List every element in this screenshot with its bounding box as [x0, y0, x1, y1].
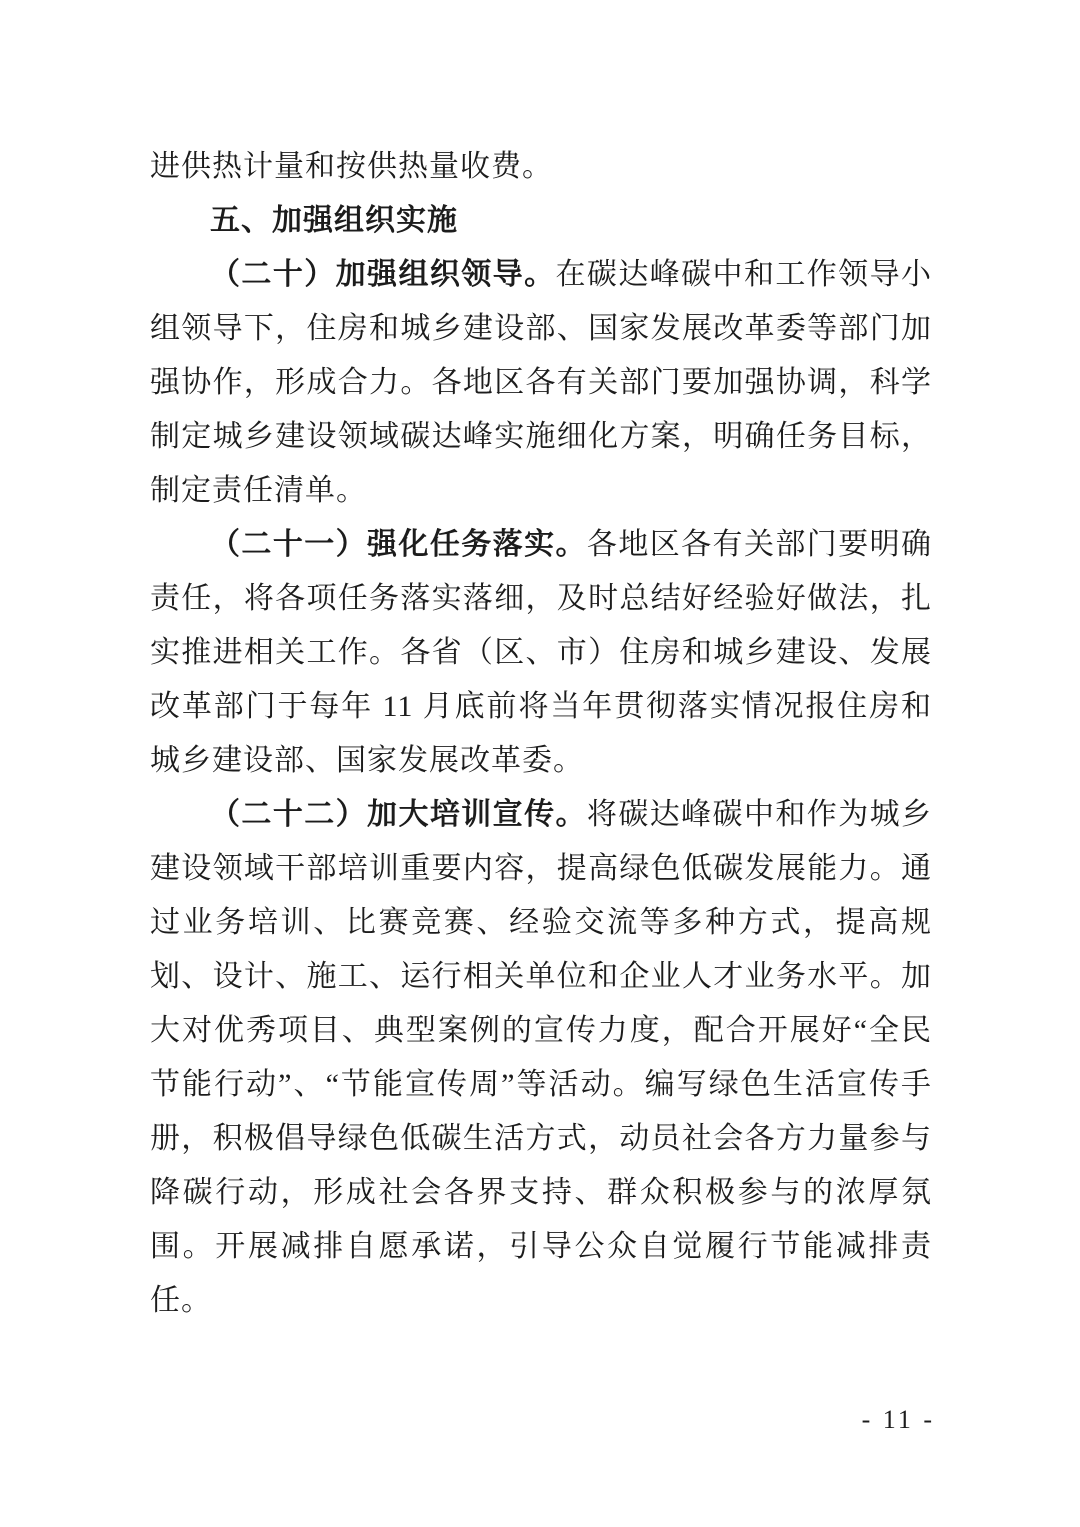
paragraph-body: 在碳达峰碳中和工作领导小组领导下，住房和城乡建设部、国家发展改革委等部门加强协作，形成合力。各地区各有关部门要加强协调，科学制定城乡建设领域碳达峰实施细化方案，明确任务目标，制定责任清单。: [150, 258, 932, 507]
document-content: [150, 140, 932, 1328]
paragraph: [150, 518, 932, 788]
paragraph-body: 将碳达峰碳中和作为城乡建设领域干部培训重要内容，提高绿色低碳发展能力。通过业务培训、比赛竞赛、经验交流等多种方式，提高规划、设计、施工、运行相关单位和企业人才业务水平。加大对优秀项目、典型案例的宣传力度，配合开展好“全民节能行动”、“节能宣传周”等活动。编写绿色生活宣传手册，积极倡导绿色低碳生活方式，动员社会各方力量参与降碳行动，形成社会各界支持、群众积极参与的浓厚氛围。开展减排自愿承诺，引导公众自觉履行节能减排责任。: [150, 798, 933, 1317]
paragraph-continuation: 进供热计量和按供热量收费。: [150, 150, 553, 183]
paragraph-lead: （二十二）加大培训宣传。: [210, 798, 587, 831]
page-number: - 11 -: [861, 1405, 935, 1434]
section-heading: 五、加强组织实施: [210, 204, 458, 237]
paragraph: [150, 788, 932, 1328]
paragraph-lead: （二十）加强组织领导。: [210, 258, 556, 291]
paragraph: [150, 248, 932, 518]
paragraph-lead: （二十一）强化任务落实。: [210, 528, 587, 561]
paragraph-body: 各地区各有关部门要明确责任，将各项任务落实落细，及时总结好经验好做法，扎实推进相关工作。各省（区、市）住房和城乡建设、发展改革部门于每年 11 月底前将当年贯彻落实情况报住房和城乡建设部、国家发展改革委。: [150, 528, 933, 777]
page-footer: [862, 1405, 935, 1435]
